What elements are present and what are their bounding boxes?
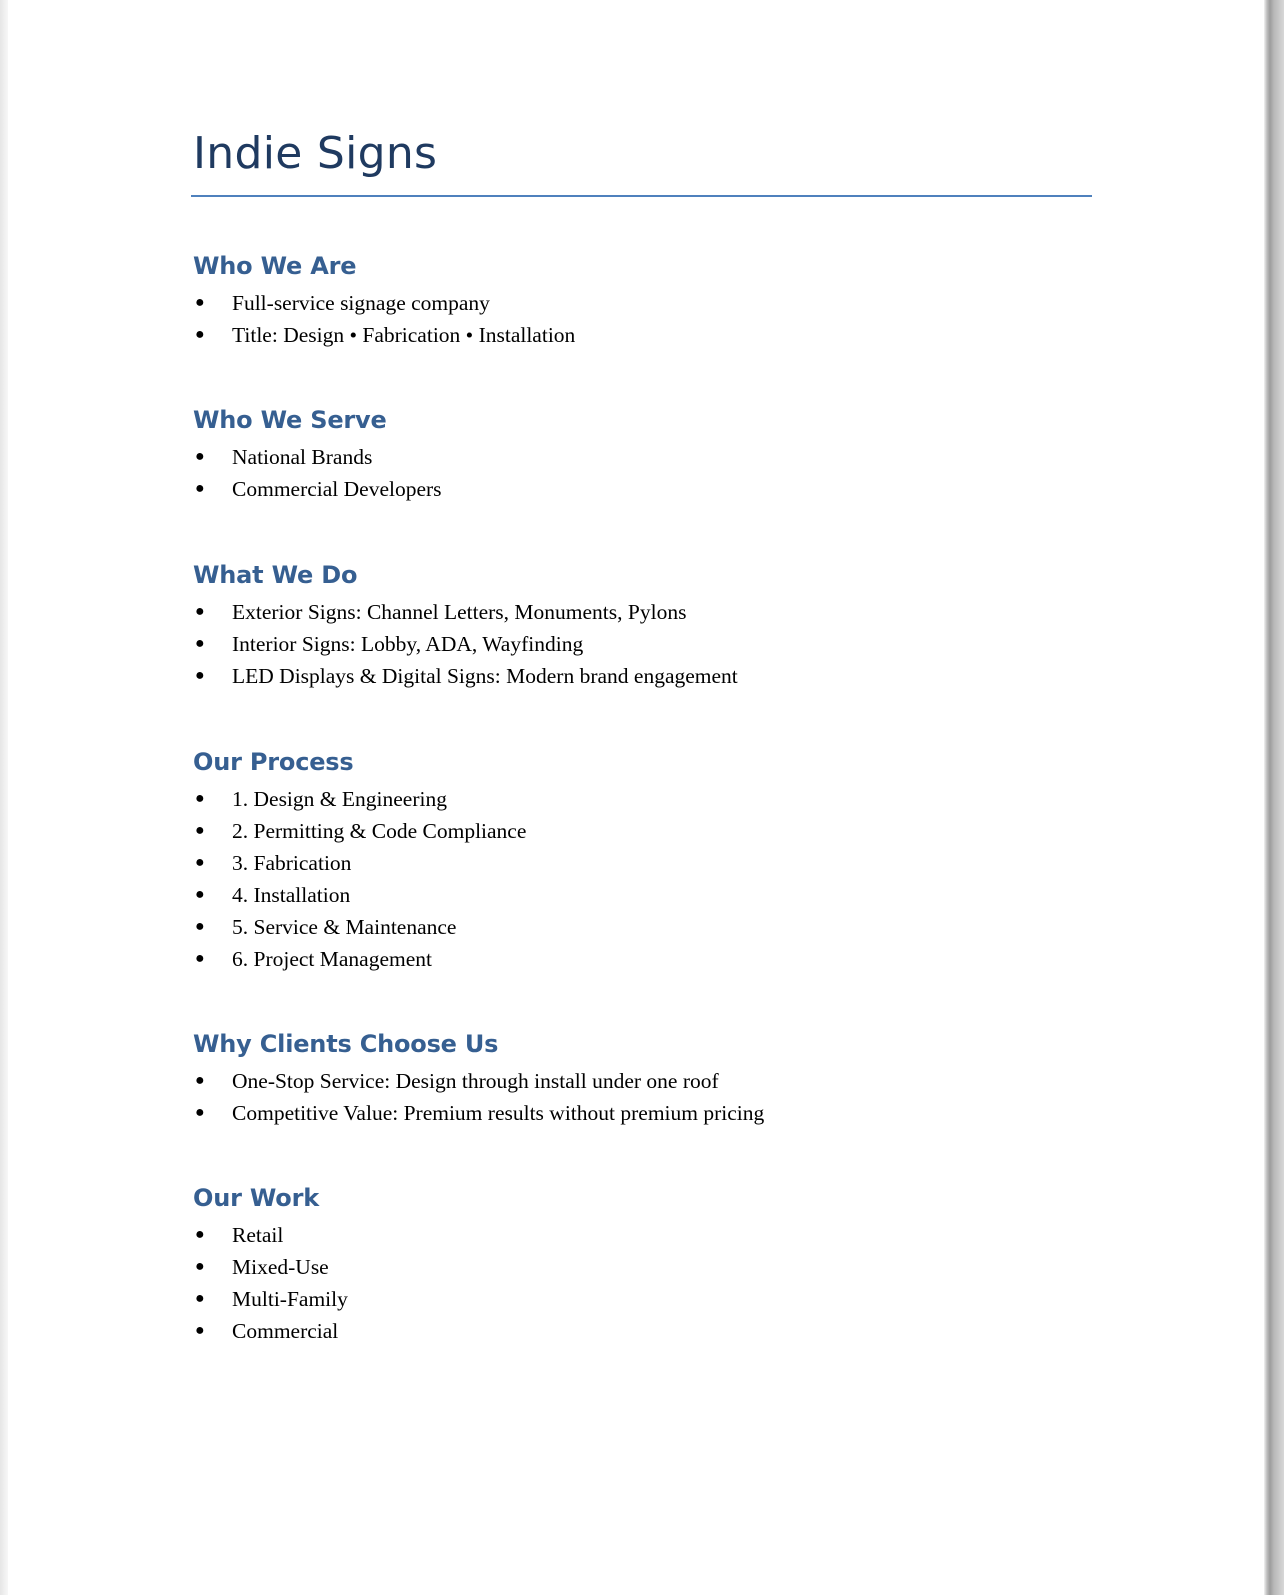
list-item-text: Multi-Family [232,1287,348,1311]
section-heading: Our Process [193,748,354,776]
list-item-text: 5. Service & Maintenance [232,915,457,939]
bullet-icon: ● [195,667,205,684]
list-item-text: Commercial [232,1319,339,1343]
title-underline-rule [191,195,1092,197]
bullet-list [193,596,1093,692]
list-item-text: 2. Permitting & Code Compliance [232,819,527,843]
list-item-text: Competitive Value: Premium results without premium pricing [232,1101,765,1125]
list-item [193,847,1093,879]
section-our-work [193,1181,1093,1347]
bullet-icon: ● [195,918,205,935]
section-heading: Who We Serve [193,406,387,434]
section-heading: Our Work [193,1184,319,1212]
list-item-text: Mixed-Use [232,1255,329,1279]
list-item-text: 6. Project Management [232,947,433,971]
section-what-we-do [193,558,1093,692]
bullet-icon: ● [195,1072,205,1089]
list-item [193,815,1093,847]
bullet-icon: ● [195,1258,205,1275]
list-item-text: Full-service signage company [232,291,490,315]
list-item [193,943,1093,975]
window-scroll-edge[interactable] [1264,0,1284,1595]
list-item [193,287,1093,319]
list-item-text: One-Stop Service: Design through install under one roof [232,1069,719,1093]
list-item-text: 3. Fabrication [232,851,352,875]
list-item [193,319,1093,351]
list-item-text: Retail [232,1223,284,1247]
bullet-icon: ● [195,448,205,465]
bullet-list [193,287,1093,351]
bullet-list [193,1065,1093,1129]
list-item-text: Exterior Signs: Channel Letters, Monuments, Pylons [232,600,687,624]
bullet-icon: ● [195,822,205,839]
list-item [193,1065,1093,1097]
list-item [193,783,1093,815]
bullet-icon: ● [195,603,205,620]
list-item [193,1283,1093,1315]
list-item [193,1097,1093,1129]
bullet-icon: ● [195,1290,205,1307]
bullet-icon: ● [195,886,205,903]
list-item-text: National Brands [232,445,373,469]
list-item [193,628,1093,660]
bullet-icon: ● [195,854,205,871]
list-item-text: 1. Design & Engineering [232,787,447,811]
bullet-icon: ● [195,635,205,652]
list-item-text: 4. Installation [232,883,351,907]
section-why-clients-choose-us [193,1027,1093,1129]
list-item [193,1219,1093,1251]
list-item [193,911,1093,943]
list-item-text: LED Displays & Digital Signs: Modern brand engagement [232,664,738,688]
list-item [193,441,1093,473]
section-heading: What We Do [193,561,358,589]
list-item-text: Interior Signs: Lobby, ADA, Wayfinding [232,632,584,656]
bullet-icon: ● [195,326,205,343]
bullet-icon: ● [195,790,205,807]
list-item [193,596,1093,628]
list-item-text: Commercial Developers [232,477,442,501]
section-who-we-serve [193,403,1093,505]
bullet-list [193,783,1093,975]
list-item [193,660,1093,692]
bullet-icon: ● [195,1322,205,1339]
bullet-icon: ● [195,950,205,967]
section-our-process [193,745,1093,975]
section-who-we-are [193,249,1093,351]
list-item-text: Title: Design • Fabrication • Installation [232,323,576,347]
bullet-list [193,1219,1093,1347]
bullet-list [193,441,1093,505]
document-title: Indie Signs [193,128,438,179]
section-heading: Why Clients Choose Us [193,1030,499,1058]
list-item [193,1251,1093,1283]
bullet-icon: ● [195,294,205,311]
section-heading: Who We Are [193,252,357,280]
list-item [193,879,1093,911]
bullet-icon: ● [195,1226,205,1243]
bullet-icon: ● [195,480,205,497]
list-item [193,1315,1093,1347]
bullet-icon: ● [195,1104,205,1121]
list-item [193,473,1093,505]
